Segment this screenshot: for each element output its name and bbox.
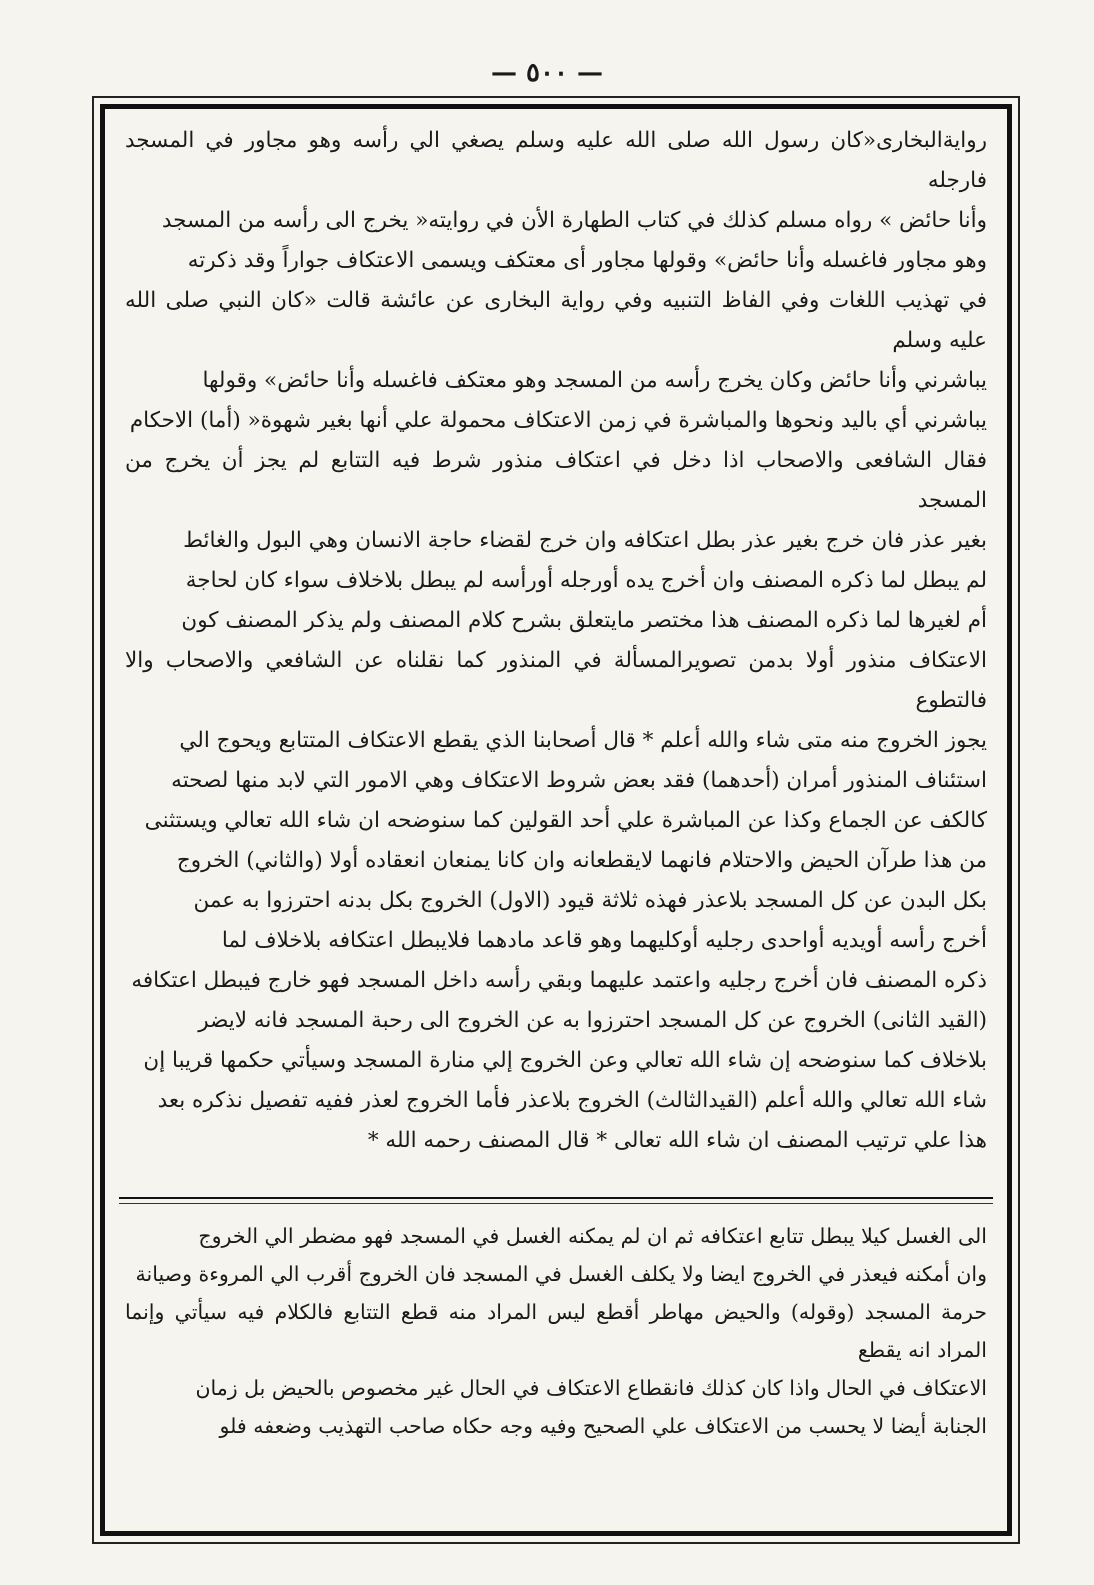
page-number: — ٥٠٠ —: [490, 58, 604, 88]
footnote-line: الاعتكاف في الحال واذا كان كذلك فانقطاع الاعتكاف في الحال غير مخصوص بالحيض بل زمان: [195, 1376, 987, 1400]
main-line: وهو مجاور فاغسله وأنا حائض» وقولها مجاور أى معتكف ويسمى الاعتكاف جواراً وقد ذكرته: [187, 248, 987, 273]
main-line: يباشرني أي باليد ونحوها والمباشرة في زمن الاعتكاف محمولة علي أنها بغير شهوة« (أما) الاحكام: [129, 408, 987, 433]
main-line: أخرج رأسه أويديه أواحدى رجليه أوكليهما وهو قاعد مادهما فلايبطل اعتكافه بلاخلاف لما: [221, 928, 987, 953]
main-line: بغير عذر فان خرج بغير عذر بطل اعتكافه وان خرج لقضاء حاجة الانسان وهي البول والغائط: [183, 528, 987, 553]
main-line: في تهذيب اللغات وفي الفاظ التنبيه وفي رواية البخارى عن عائشة قالت «كان النبي صلى الله عليه وسلم: [125, 288, 987, 353]
main-line: شاء الله تعالي والله أعلم (القيدالثالث) الخروج بلاعذر فأما الخروج لعذر ففيه تفصيل نذكره بعد: [157, 1088, 987, 1113]
main-line: أم لغيرها لما ذكره المصنف هذا مختصر مايتعلق بشرح كلام المصنف ولم يذكر المصنف كون: [181, 608, 987, 633]
main-line: بكل البدن عن كل المسجد بلاعذر فهذه ثلاثة قيود (الاول) الخروج بكل بدنه احترزوا به عمن: [193, 888, 987, 913]
main-text: [105, 109, 1007, 1181]
main-line: لم يبطل لما ذكره المصنف وان أخرج يده أورجله أورأسه لم يبطل بلاخلاف سواء كان لحاجة: [185, 568, 987, 593]
main-line: من هذا طرآن الحيض والاحتلام فانهما لايقطعانه وان كانا يمنعان انعقاده أولا (والثاني) الخروج: [176, 848, 987, 873]
footnote-line: الى الغسل كيلا يبطل تتابع اعتكافه ثم ان لم يمكنه الغسل في المسجد فهو مضطر الي الخروج: [198, 1224, 987, 1248]
footnote-line: وان أمكنه فيعذر في الخروج ايضا ولا يكلف الغسل في المسجد فان الخروج أقرب الي المروءة وصيانة: [135, 1262, 987, 1286]
main-line: (القيد الثانى) الخروج عن كل المسجد احترزوا به عن الخروج الى رحبة المسجد فانه لايضر: [198, 1008, 987, 1033]
footnote-line: الجنابة أيضا لا يحسب من الاعتكاف علي الصحيح وفيه وجه حكاه صاحب التهذيب وضعفه فلو: [219, 1414, 987, 1438]
main-line: هذا علي ترتيب المصنف ان شاء الله تعالى * قال المصنف رحمه الله *: [367, 1128, 987, 1153]
footnote-divider: [119, 1197, 993, 1199]
main-line: وأنا حائض » رواه مسلم كذلك في كتاب الطهارة الأن في روايته« يخرج الى رأسه من المسجد: [161, 208, 987, 233]
main-line: يجوز الخروج منه متى شاء والله أعلم * قال أصحابنا الذي يقطع الاعتكاف المتتابع ويحوج الي: [179, 728, 987, 753]
page-frame: [92, 96, 1020, 1544]
footnote-divider-thin: [119, 1203, 993, 1204]
main-line: الاعتكاف منذور أولا بدمن تصويرالمسألة في المنذور كما نقلناه عن الشافعي والاصحاب والا فالتطوع: [125, 648, 987, 713]
page-frame-inner: [100, 104, 1012, 1536]
main-line: روايةالبخارى«كان رسول الله صلى الله عليه وسلم يصغي الي رأسه وهو مجاور في المسجد فارجله: [125, 128, 987, 193]
footnote-text: [105, 1217, 1007, 1525]
main-line: كالكف عن الجماع وكذا عن المباشرة علي أحد القولين كما سنوضحه ان شاء الله تعالي ويستثنى: [144, 808, 987, 833]
main-line: بلاخلاف كما سنوضحه إن شاء الله تعالي وعن الخروج إلي منارة المسجد وسيأتي حكمها قريبا إن: [143, 1048, 987, 1073]
footnote-line: حرمة المسجد (وقوله) والحيض مهاطر أقطع ليس المراد منه قطع التتابع فالكلام فيه سيأتي وإنما المراد انه يقطع: [125, 1300, 987, 1362]
main-line: ذكره المصنف فان أخرج رجليه واعتمد عليهما وبقي رأسه داخل المسجد فهو خارج فيبطل اعتكافه: [131, 968, 987, 993]
main-line: استئناف المنذور أمران (أحدهما) فقد بعض شروط الاعتكاف وهي الامور التي لابد منها لصحته: [171, 768, 987, 793]
main-line: يباشرني وأنا حائض وكان يخرج رأسه من المسجد وهو معتكف فاغسله وأنا حائض» وقولها: [202, 368, 987, 393]
main-line: فقال الشافعى والاصحاب اذا دخل في اعتكاف منذور شرط فيه التتابع لم يجز أن يخرج من المسجد: [125, 448, 987, 513]
